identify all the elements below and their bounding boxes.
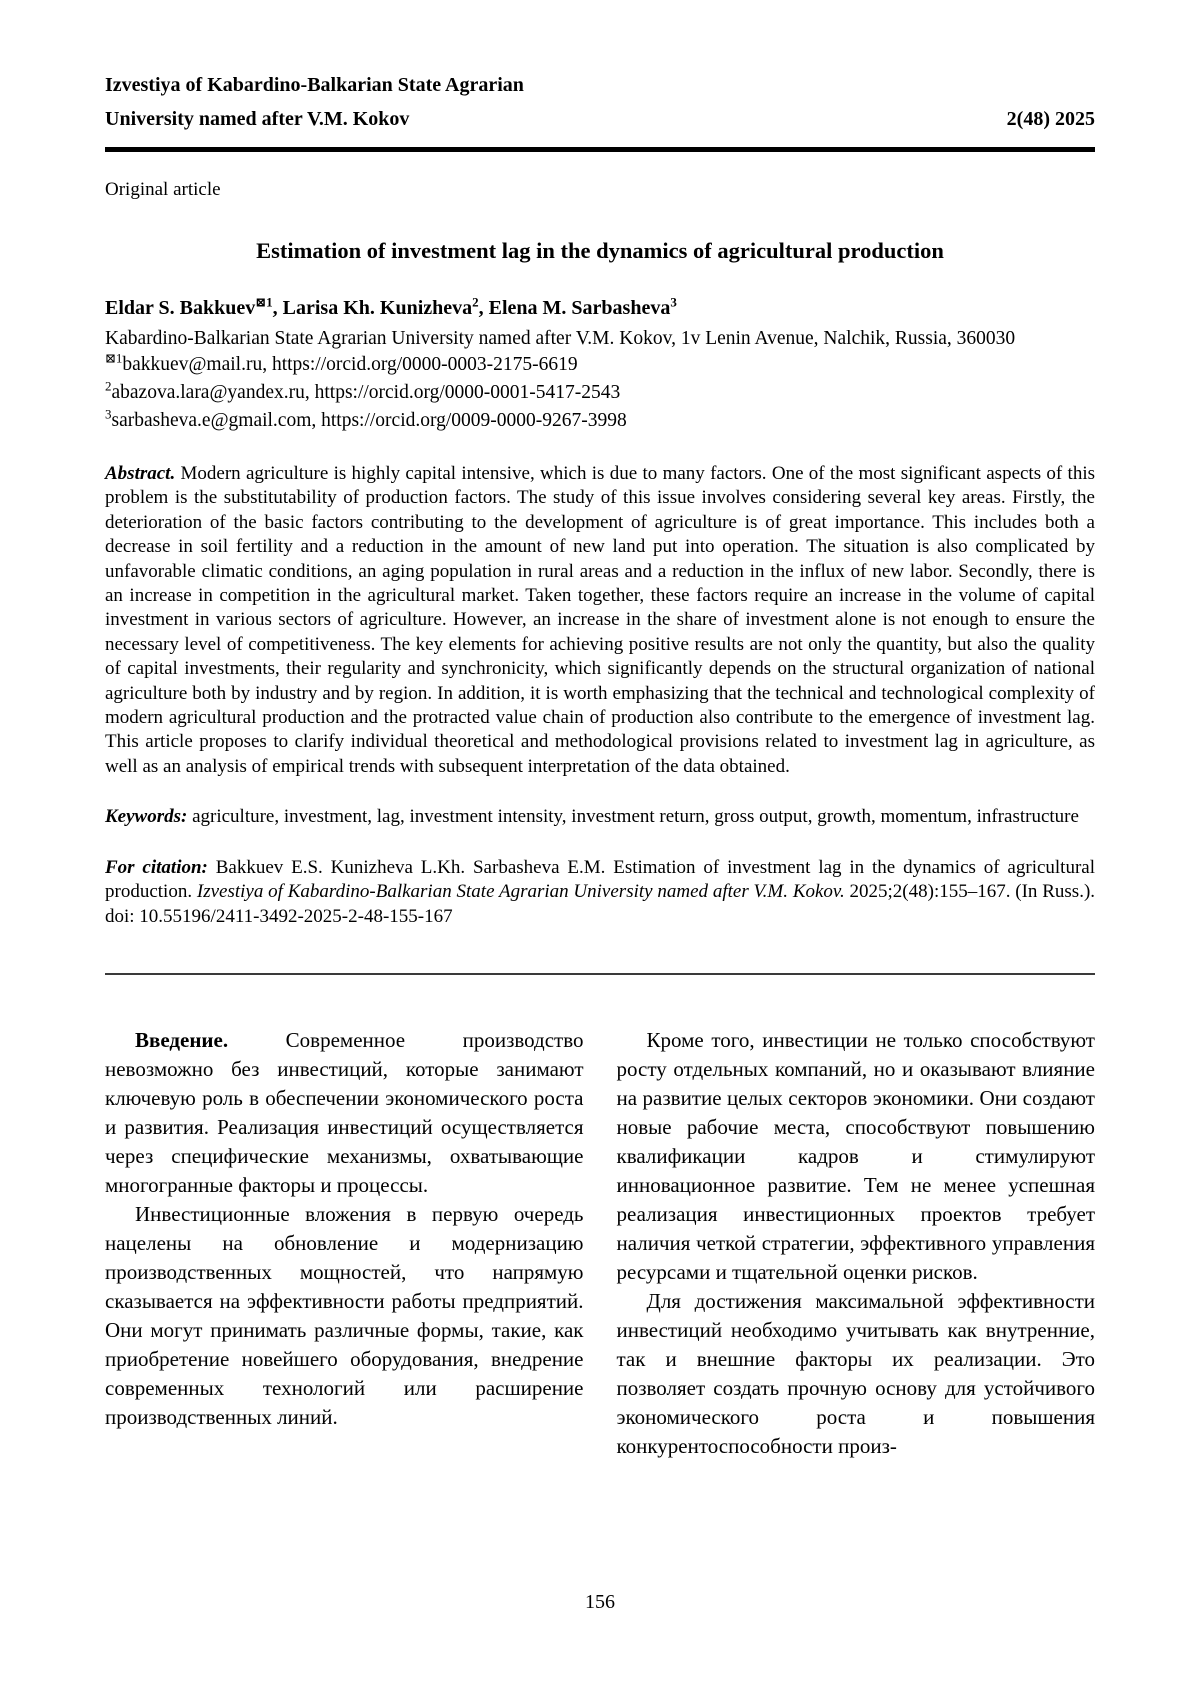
citation-paragraph [105,856,1095,929]
contact-text: abazova.lara@yandex.ru, https://orcid.org/0000-0001-5417-2543 [111,382,621,403]
body-paragraph [617,1287,1096,1461]
keywords-paragraph [105,805,1095,829]
contact-text: bakkuev@mail.ru, https://orcid.org/0000-0003-2175-6619 [122,354,578,375]
paragraph-text: Инвестиционные вложения в первую очередь нацелены на обновление и модернизацию производственных мощностей, что напрямую сказывается на эффективности работы предприятий. Они могут принимать различные формы, такие, как приобретение новейшего оборудования, внедрение современных технологий или расширение производственных линий. [105,1201,584,1429]
right-column [617,1026,1096,1461]
content-divider [105,973,1095,975]
author-mark: 2 [472,294,479,310]
contact-mark: 3 [105,406,112,422]
contact-line [105,351,1095,379]
author-name: Elena M. Sarbasheva [488,297,671,319]
contact-mark: 2 [105,378,112,394]
journal-name-line1: Izvestiya of Kabardino-Balkarian State Agrarian [105,74,524,96]
body-paragraph [617,1026,1096,1287]
contact-text: sarbasheva.e@gmail.com, https://orcid.org/0009-0000-9267-3998 [111,410,627,431]
author-name: Eldar S. Bakkuev [105,297,256,319]
intro-lead: Введение. [135,1027,229,1052]
citation-label: For citation: [105,856,208,878]
keywords-text: agriculture, investment, lag, investment intensity, investment return, gross output, growth, momentum, infrastructure [192,806,1079,828]
body-columns [105,1026,1095,1461]
paper-title: Estimation of investment lag in the dynamics of agricultural production [256,238,944,263]
abstract-paragraph [105,462,1095,779]
article-type-label: Original article [105,179,221,200]
header-rule [105,147,1095,152]
intro-paragraph [105,1026,584,1200]
contact-mark: ⊠1 [105,350,123,366]
keywords-label: Keywords: [105,806,188,828]
journal-name-line2: University named after V.M. Kokov [105,108,410,130]
author-separator: , [478,297,489,319]
author-mark: 3 [670,294,677,310]
author-name: Larisa Kh. Kunizheva [282,297,473,319]
body-paragraph [105,1200,584,1432]
author-mark: ⊠1 [255,294,273,310]
authors-line [105,295,1095,321]
paragraph-text: Современное производство невозможно без инвестиций, которые занимают ключевую роль в обеспечении экономического роста и развития. Реализация инвестиций осуществляется через специфические механизмы, охватывающие многогранные факторы и процессы. [105,1027,584,1197]
citation-journal-name: Izvestiya of Kabardino-Balkarian State Agrarian University named after V.M. Kokov. [196,881,845,903]
contact-line [105,407,1095,435]
citation-text-before: Bakkuev E.S. Kunizheva L.Kh. Sarbasheva E.M. Estimation of investment lag in the dynamics of agricultural production. [105,856,1096,903]
author-separator: , [272,297,283,319]
left-column [105,1026,584,1461]
issue-number: 2(48) 2025 [1006,108,1095,130]
contact-line [105,379,1095,407]
abstract-text: Modern agriculture is highly capital intensive, which is due to many factors. One of the most significant aspects of this problem is the substitutability of production factors. The study of this issue involves considering several key areas. Firstly, the deterioration of the basic factors contributing to the development of agriculture is of great importance. This includes both a decrease in soil fertility and a reduction in the amount of new land put into operation. The situation is also complicated by unfavorable climatic conditions, an aging population in rural areas and a reduction in the influx of new labor. Secondly, there is an increase in competition in the agricultural market. Taken together, these factors require an increase in the volume of capital investment in various sectors of agriculture. However, an increase in the share of investment alone is not enough to ensure the necessary level of competitiveness. The key elements for achieving positive results are not only the quantity, but also the quality of capital investments, their regularity and synchronicity, which significantly depends on the structural organization of national agriculture both by industry and by region. In addition, it is worth emphasizing that the technical and technological complexity of modern agricultural production and the protracted value chain of production also contribute to the emergence of investment lag. This article proposes to clarify individual theoretical and methodological provisions related to investment lag in agriculture, as well as an analysis of empirical trends with subsequent interpretation of the data obtained. [105,463,1096,777]
paragraph-text: Кроме того, инвестиции не только способствуют росту отдельных компаний, но и оказывают влияние на развитие целых секторов экономики. Они создают новые рабочие места, способствуют повышению квалификации кадров и стимулируют инновационное развитие. Тем не менее успешная реализация инвестиционных проектов требует наличия четкой стратегии, эффективного управления ресурсами и тщательной оценки рисков. [616,1027,1095,1284]
abstract-label: Abstract. [105,463,176,484]
citation-text-after: 2025;2(48):155–167. (In Russ.). doi: 10.55196/2411-3492-2025-2-48-155-167 [105,881,1096,927]
page-number: 156 [585,1591,615,1613]
affiliation-text: Kabardino-Balkarian State Agrarian University named after V.M. Kokov, 1v Lenin Avenue, Nalchik, Russia, 360030 [105,328,1016,349]
journal-header [105,72,1095,152]
paragraph-text: Для достижения максимальной эффективности инвестиций необходимо учитывать как внутренние, так и внешние факторы их реализации. Это позволяет создать прочную основу для устойчивого экономического роста и повышения конкурентоспособности произ- [616,1288,1095,1458]
